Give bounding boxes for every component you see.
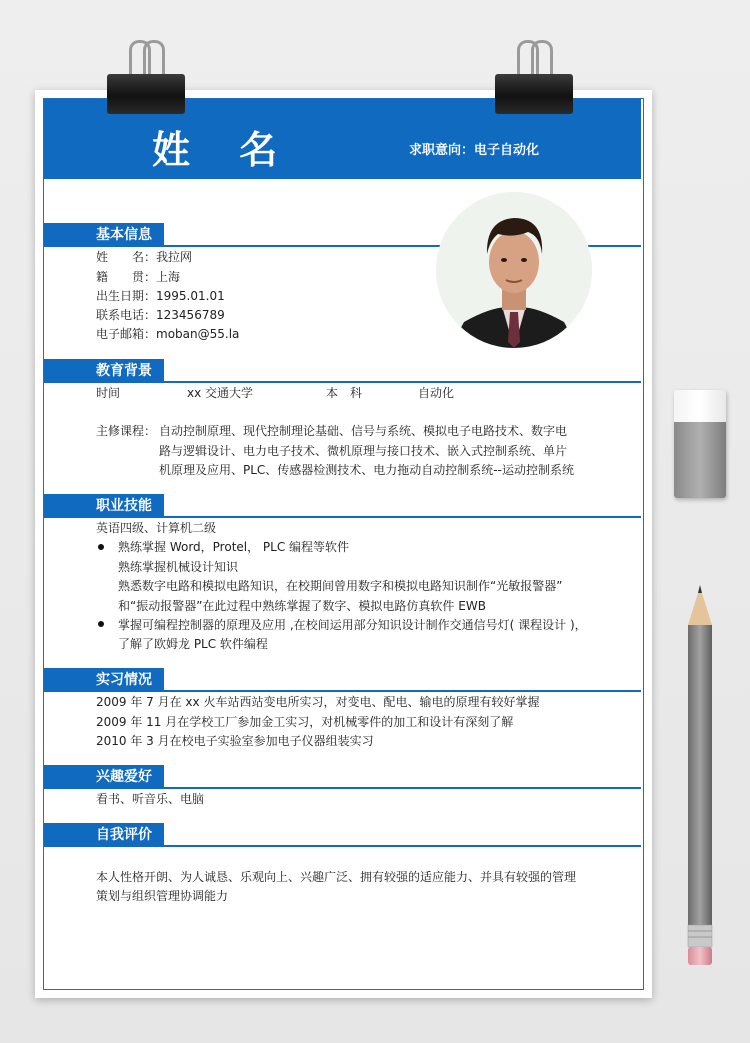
section-basic-info: 基本信息 (44, 223, 164, 247)
skill-line: 熟悉数字电路和模拟电路知识，在校期间曾用数字和模拟电路知识制作“光敏报警器” (118, 579, 563, 593)
profile-photo (436, 192, 592, 348)
basic-label: 姓 名： (96, 250, 157, 264)
bullet-icon (98, 621, 104, 627)
basic-label: 电子邮箱： (96, 327, 157, 341)
basic-value: 我拉网 (156, 250, 193, 264)
basic-birth-row (96, 287, 225, 304)
section-divider (44, 381, 641, 383)
portrait-image (436, 192, 592, 348)
internship-line: 2009 年 7 月在 xx 火车站西站变电所实习，对变电、配电、输电的原理有较好掌握 (96, 695, 540, 709)
eraser-icon (674, 390, 726, 498)
basic-label: 籍 贯： (96, 270, 157, 284)
binder-clip-right-icon (495, 40, 573, 120)
section-internship: 实习情况 (44, 668, 164, 692)
skill-line: 熟练掌握 Word，Protel， PLC 编程等软件 (118, 540, 350, 554)
pencil-icon (686, 585, 714, 970)
edu-major: 自动化 (418, 386, 455, 400)
basic-value: 1995.01.01 (156, 289, 225, 303)
basic-phone-row (96, 306, 225, 323)
edu-school: xx 交通大学 (187, 386, 254, 400)
courses-line: 机原理及应用、PLC、传感器检测技术、电力拖动自动控制系统--运动控制系统 (159, 463, 574, 477)
section-hobbies: 兴趣爱好 (44, 765, 164, 789)
objective-label: 求职意向： (409, 143, 475, 158)
courses-label: 主修课程： (96, 424, 157, 438)
bullet-icon (98, 544, 104, 550)
section-divider (44, 690, 641, 692)
skill-line: 掌握可编程控制器的原理及应用 ,在校间运用部分知识设计制作交通信号灯( 课程设计 )， (118, 618, 587, 632)
basic-value: 上海 (156, 270, 181, 284)
section-education: 教育背景 (44, 359, 164, 383)
resume-paper (35, 90, 652, 998)
self-eval-line: 策划与组织管理协调能力 (96, 889, 229, 903)
internship-line: 2010 年 3 月在校电子实验室参加电子仪器组装实习 (96, 734, 374, 748)
basic-label: 联系电话： (96, 308, 157, 322)
section-divider (44, 516, 641, 518)
self-eval-line: 本人性格开朗、为人诚恳、乐观向上、兴趣广泛、拥有较强的适应能力、并具有较强的管理 (96, 870, 577, 884)
edu-time-label: 时间 (96, 386, 121, 400)
basic-name-row (96, 248, 192, 265)
internship-line: 2009 年 11 月在学校工厂参加金工实习，对机械零件的加工和设计有深刻了解 (96, 715, 514, 729)
section-self-evaluation: 自我评价 (44, 823, 164, 847)
section-divider (44, 787, 641, 789)
section-divider (44, 845, 641, 847)
basic-label: 出生日期： (96, 289, 157, 303)
basic-value: moban@55.la (156, 327, 240, 341)
section-skills: 职业技能 (44, 494, 164, 518)
skill-line: 了解了欧姆龙 PLC 软件编程 (118, 637, 268, 651)
objective-value: 电子自动化 (474, 143, 540, 158)
hobbies-text: 看书、听音乐、电脑 (96, 792, 205, 806)
skill-line: 英语四级、计算机二级 (96, 521, 217, 535)
job-objective (409, 139, 539, 158)
skill-line: 熟练掌握机械设计知识 (118, 560, 239, 574)
basic-email-row (96, 325, 239, 342)
basic-value: 123456789 (156, 308, 225, 322)
edu-degree: 本 科 (326, 386, 363, 400)
basic-hometown-row (96, 268, 180, 285)
courses-line: 自动控制原理、现代控制理论基础、信号与系统、模拟电子电路技术、数字电 (159, 424, 568, 438)
name-title: 姓 名 (152, 128, 296, 172)
skill-line: 和“振动报警器”在此过程中熟练掌握了数字、模拟电路仿真软件 EWB (118, 599, 486, 613)
binder-clip-left-icon (107, 40, 185, 120)
courses-line: 路与逻辑设计、电力电子技术、微机原理与接口技术、嵌入式控制系统、单片 (159, 444, 568, 458)
